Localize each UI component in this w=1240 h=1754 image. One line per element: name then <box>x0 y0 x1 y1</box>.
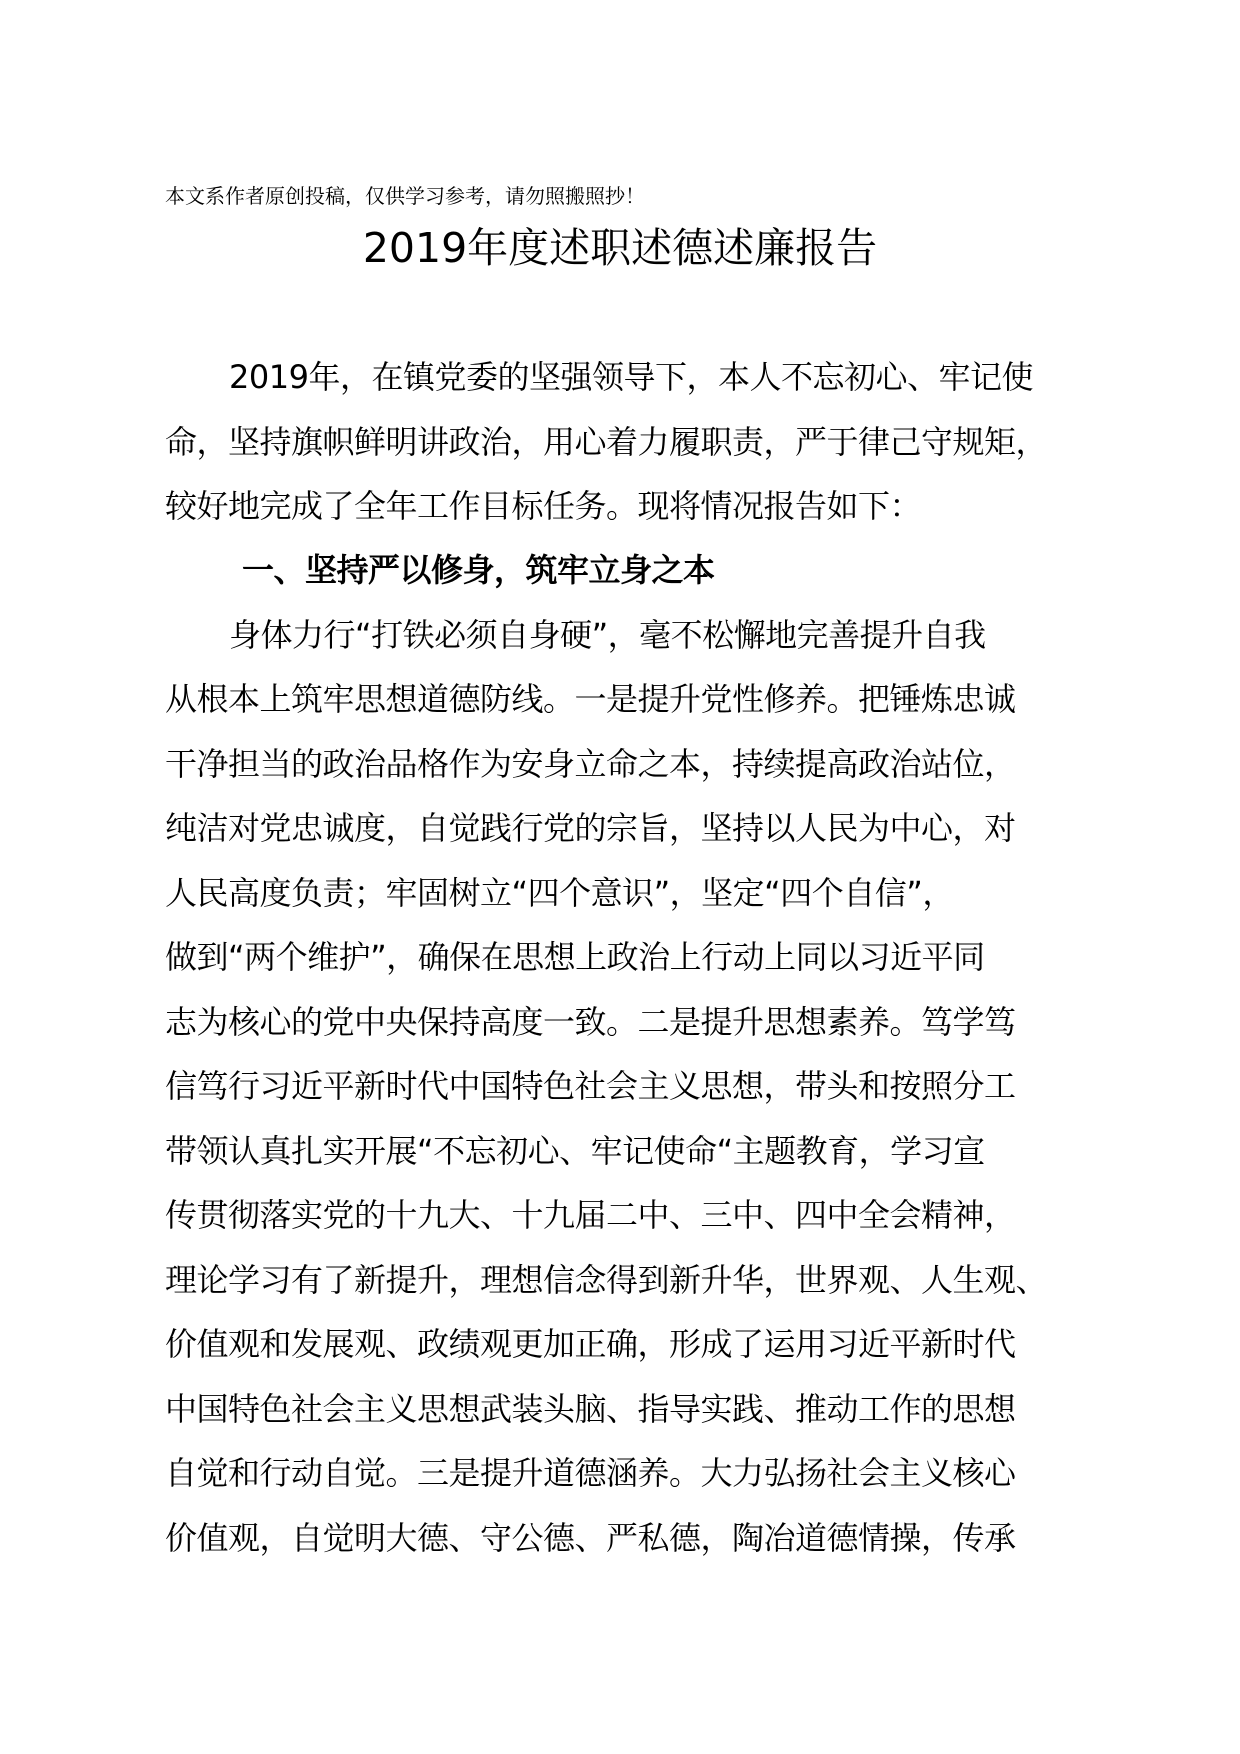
paragraph-line: 价值观，自觉明大德、守公德、严私德，陶冶道德情操，传承 <box>165 1518 1016 1557</box>
paragraph-line: 价值观和发展观、政绩观更加正确，形成了运用习近平新时代 <box>165 1325 1016 1363</box>
paragraph-line: 2019年，在镇党委的坚强领导下，本人不忘初心、牢记使 <box>229 358 1033 396</box>
paragraph-line: 带领认真扎实开展“不忘初心、牢记使命“主题教育，学习宣 <box>165 1131 985 1170</box>
copyright-notice: 本文系作者原创投稿，仅供学习参考，请勿照搬照抄！ <box>165 184 645 208</box>
intro-paragraph <box>165 345 1047 539</box>
paragraph-line: 理论学习有了新提升，理想信念得到新升华，世界观、人生观、 <box>165 1260 1048 1299</box>
paragraph-line: 较好地完成了全年工作目标任务。现将情况报告如下： <box>165 487 922 525</box>
paragraph-line: 人民高度负责；牢固树立“四个意识”，坚定“四个自信”， <box>165 873 954 912</box>
paragraph-line: 命，坚持旗帜鲜明讲政治，用心着力履职责，严于律己守规矩， <box>165 422 1048 461</box>
paragraph-line: 传贯彻落实党的十九大、十九届二中、三中、四中全会精神， <box>165 1196 1016 1234</box>
paragraph-line: 纯洁对党忠诚度，自觉践行党的宗旨，坚持以人民为中心，对 <box>165 809 1016 847</box>
document-title: 2019年度述职述德述廉报告 <box>362 224 878 272</box>
paragraph-line: 从根本上筑牢思想道德防线。一是提升党性修养。把锤炼忠诚 <box>165 680 1016 718</box>
paragraph-line: 干净担当的政治品格作为安身立命之本，持续提高政治站位， <box>165 744 1016 783</box>
paragraph-line: 志为核心的党中央保持高度一致。二是提升思想素养。笃学笃 <box>165 1002 1016 1041</box>
paragraph-line: 中国特色社会主义思想武装头脑、指导实践、推动工作的思想 <box>165 1389 1016 1428</box>
paragraph-line: 自觉和行动自觉。三是提升道德涵养。大力弘扬社会主义核心 <box>165 1454 1016 1492</box>
section-heading: 一、坚持严以修身，筑牢立身之本 <box>242 551 715 589</box>
paragraph-line: 信笃行习近平新时代中国特色社会主义思想，带头和按照分工 <box>165 1067 1016 1105</box>
section-one <box>165 538 1047 1570</box>
paragraph-line: 身体力行“打铁必须自身硬”，毫不松懈地完善提升自我 <box>229 615 986 654</box>
paragraph-line: 做到“两个维护”，确保在思想上政治上行动上同以习近平同 <box>165 938 985 976</box>
